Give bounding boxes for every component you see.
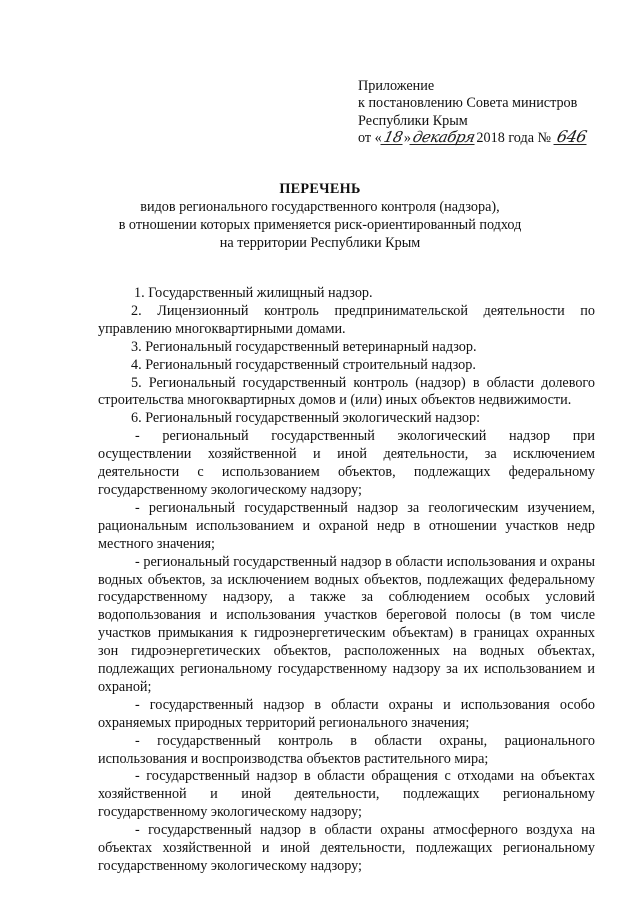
sub-list-item: - государственный надзор в области охраны атмосферного воздуха на объектах хозяйственной и иной деятельности, подлежащих региональному государственному экологическому надзору; [98, 822, 595, 874]
list-item: 3. Региональный государственный ветеринарный надзор. [131, 338, 477, 355]
list-item: 2. Лицензионный контроль предпринимательской деятельности по управлению многоквартирными домами. [98, 302, 595, 337]
list-item: 5. Региональный государственный контроль (надзор) в области долевого строительства многоквартирных домов и (или) иных объектов недвижимости. [98, 374, 595, 409]
handwritten-day: 18 [381, 128, 404, 147]
list-item: 6. Региональный государственный экологический надзор: [131, 410, 481, 427]
appendix-date-line [358, 127, 588, 147]
handwritten-number: 646 [554, 127, 588, 147]
document-body [98, 285, 595, 876]
sub-list-item: - региональный государственный надзор в области использования и охраны водных объектов, за исключением водных объектов, подлежащих федеральному государственному надзору, а также за соблюдением особых условий водопользования и использования участков береговой полосы (в том числе участков примыкания к гидроэнергетическим объектам) в границах охранных зон гидроэнергетических объектов, расположенных на водных объектах, подлежащих региональному государственному надзору за их использованием и охраной; [98, 553, 595, 695]
sub-list-item: - региональный государственный экологический надзор при осуществлении хозяйственной и иной деятельности, за исключением деятельности с использованием объектов, подлежащих федеральному государственному экологическому надзору; [98, 428, 595, 498]
appendix-republic: Республики Крым [358, 112, 468, 129]
list-item: 4. Региональный государственный строительный надзор. [131, 356, 476, 373]
appendix-resolution: к постановлению Совета министров [358, 95, 578, 112]
appendix-block [358, 78, 588, 148]
sub-list-item: - государственный надзор в области охраны и использования особо охраняемых природных территорий регионального значения; [98, 696, 595, 731]
date-prefix: от « [358, 130, 382, 147]
date-year: 2018 года № [476, 130, 552, 147]
subtitle-line-1: видов регионального государственного контроля (надзора), [140, 199, 500, 215]
sub-list-item: - региональный государственный надзор за геологическим изучением, рациональным использованием и охраной недр в отношении участков недр местного значения; [98, 499, 595, 552]
appendix-label: Приложение [358, 78, 435, 94]
handwritten-month: декабря [411, 128, 477, 147]
document-heading [98, 180, 542, 252]
document-title: ПЕРЕЧЕНЬ [279, 181, 361, 197]
sub-list-item: - государственный надзор в области обращения с отходами на объектах хозяйственной и иной деятельности, подлежащих региональному государственному экологическому надзору; [98, 768, 595, 821]
sub-list-item: - государственный контроль в области охраны, рационального использования и воспроизводства объектов растительного мира; [98, 732, 595, 767]
date-quote-close: » [403, 130, 411, 147]
list-item: 1. Государственный жилищный надзор. [134, 285, 373, 301]
subtitle-line-3: на территории Республики Крым [219, 235, 421, 251]
subtitle-line-2: в отношении которых применяется риск-ориентированный подход [118, 217, 522, 233]
